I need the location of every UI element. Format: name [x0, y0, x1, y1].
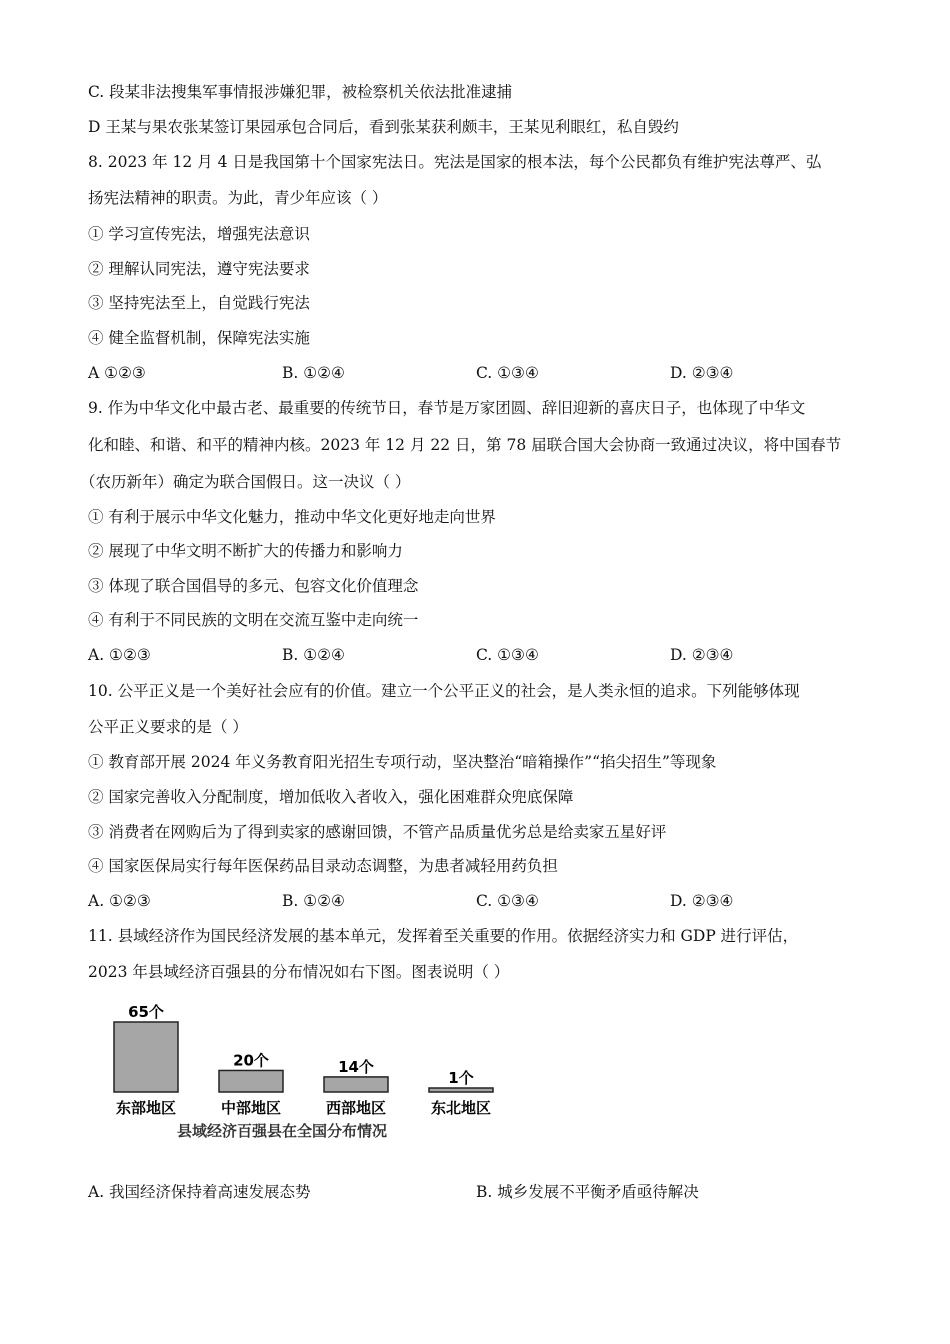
- q9-choice-c: C. ①③④: [476, 646, 539, 664]
- q10-choice-c: C. ①③④: [476, 892, 539, 910]
- q10-stem-line1: 10. 公平正义是一个美好社会应有的价值。建立一个公平正义的社会，是人类永恒的追求。下列能够体现: [88, 682, 800, 700]
- q10-choice-a: A. ①②③: [88, 892, 151, 910]
- bar-value-label-2: 14个: [338, 1057, 374, 1076]
- q8-item-3: ③ 坚持宪法至上，自觉践行宪法: [88, 294, 310, 312]
- category-label-0: 东部地区: [115, 1099, 177, 1117]
- q9-stem-line2: 化和睦、和谐、和平的精神内核。2023 年 12 月 22 日，第 78 届联合国大会协商一致通过决议，将中国春节: [88, 436, 842, 454]
- q10-item-3: ③ 消费者在网购后为了得到卖家的感谢回馈，不管产品质量优劣总是给卖家五星好评: [88, 823, 667, 841]
- bar-0: [114, 1022, 178, 1092]
- q9-item-4: ④ 有利于不同民族的文明在交流互鉴中走向统一: [88, 611, 419, 629]
- chart-title: 县域经济百强县在全国分布情况: [177, 1122, 388, 1140]
- bar-value-label-0: 65个: [128, 1003, 164, 1021]
- bar-2: [324, 1077, 388, 1092]
- bar-3: [429, 1088, 493, 1092]
- q11-stem-line1: 11. 县域经济作为国民经济发展的基本单元，发挥着至关重要的作用。依据经济实力和 GDP 进行评估，: [88, 927, 799, 945]
- q8-choice-d: D. ②③④: [670, 364, 734, 382]
- q8-choice-a: A ①②③: [88, 364, 146, 382]
- q10-item-2: ② 国家完善收入分配制度，增加低收入者收入，强化困难群众兜底保障: [88, 788, 574, 806]
- q11-choice-b: B. 城乡发展不平衡矛盾亟待解决: [476, 1183, 699, 1201]
- bar-value-label-1: 20个: [233, 1051, 269, 1070]
- q10-item-1: ① 教育部开展 2024 年义务教育阳光招生专项行动，坚决整治“暗箱操作”“掐尖招生”等现象: [88, 753, 717, 771]
- q8-item-2: ② 理解认同宪法，遵守宪法要求: [88, 260, 310, 278]
- q9-stem-line3: （农历新年）确定为联合国假日。这一决议（ ）: [80, 473, 411, 491]
- bar-1: [219, 1070, 283, 1092]
- q8-item-1: ① 学习宣传宪法，增强宪法意识: [88, 225, 310, 243]
- q9-item-2: ② 展现了中华文明不断扩大的传播力和影响力: [88, 542, 403, 560]
- q10-stem-line2: 公平正义要求的是（ ）: [88, 718, 248, 736]
- q8-choice-c: C. ①③④: [476, 364, 539, 382]
- q11-choice-a: A. 我国经济保持着高速发展态势: [88, 1183, 311, 1201]
- category-label-1: 中部地区: [220, 1099, 282, 1117]
- q8-stem-line2: 扬宪法精神的职责。为此，青少年应该（ ）: [88, 189, 388, 207]
- q9-item-3: ③ 体现了联合国倡导的多元、包容文化价值理念: [88, 577, 419, 595]
- q9-choice-a: A. ①②③: [88, 646, 151, 664]
- q10-choice-b: B. ①②④: [282, 892, 345, 910]
- q8-stem-line1: 8. 2023 年 12 月 4 日是我国第十个国家宪法日。宪法是国家的根本法，每个公民都负有维护宪法尊严、弘: [88, 153, 822, 171]
- category-label-2: 西部地区: [325, 1099, 387, 1117]
- bar-value-label-3: 1个: [448, 1069, 474, 1087]
- q10-item-4: ④ 国家医保局实行每年医保药品目录动态调整，为患者减轻用药负担: [88, 857, 558, 875]
- category-label-3: 东北地区: [430, 1099, 492, 1117]
- q9-choice-d: D. ②③④: [670, 646, 734, 664]
- q9-stem-line1: 9. 作为中华文化中最古老、最重要的传统节日，春节是万家团圆、辞旧迎新的喜庆日子，也体现了中华文: [88, 399, 806, 417]
- q11-stem-line2: 2023 年县域经济百强县的分布情况如右下图。图表说明（ ）: [88, 963, 510, 981]
- q8-choice-b: B. ①②④: [282, 364, 345, 382]
- q7-option-c: C. 段某非法搜集军事情报涉嫌犯罪，被检察机关依法批准逮捕: [88, 83, 513, 101]
- q9-choice-b: B. ①②④: [282, 646, 345, 664]
- q9-item-1: ① 有利于展示中华文化魅力，推动中华文化更好地走向世界: [88, 508, 496, 526]
- q10-choice-d: D. ②③④: [670, 892, 734, 910]
- q7-option-d: D 王某与果农张某签订果园承包合同后，看到张某获利颇丰，王某见利眼红，私自毁约: [88, 118, 679, 136]
- chart-svg: [100, 995, 520, 1145]
- q8-item-4: ④ 健全监督机制，保障宪法实施: [88, 329, 310, 347]
- distribution-bar-chart: [100, 995, 520, 1145]
